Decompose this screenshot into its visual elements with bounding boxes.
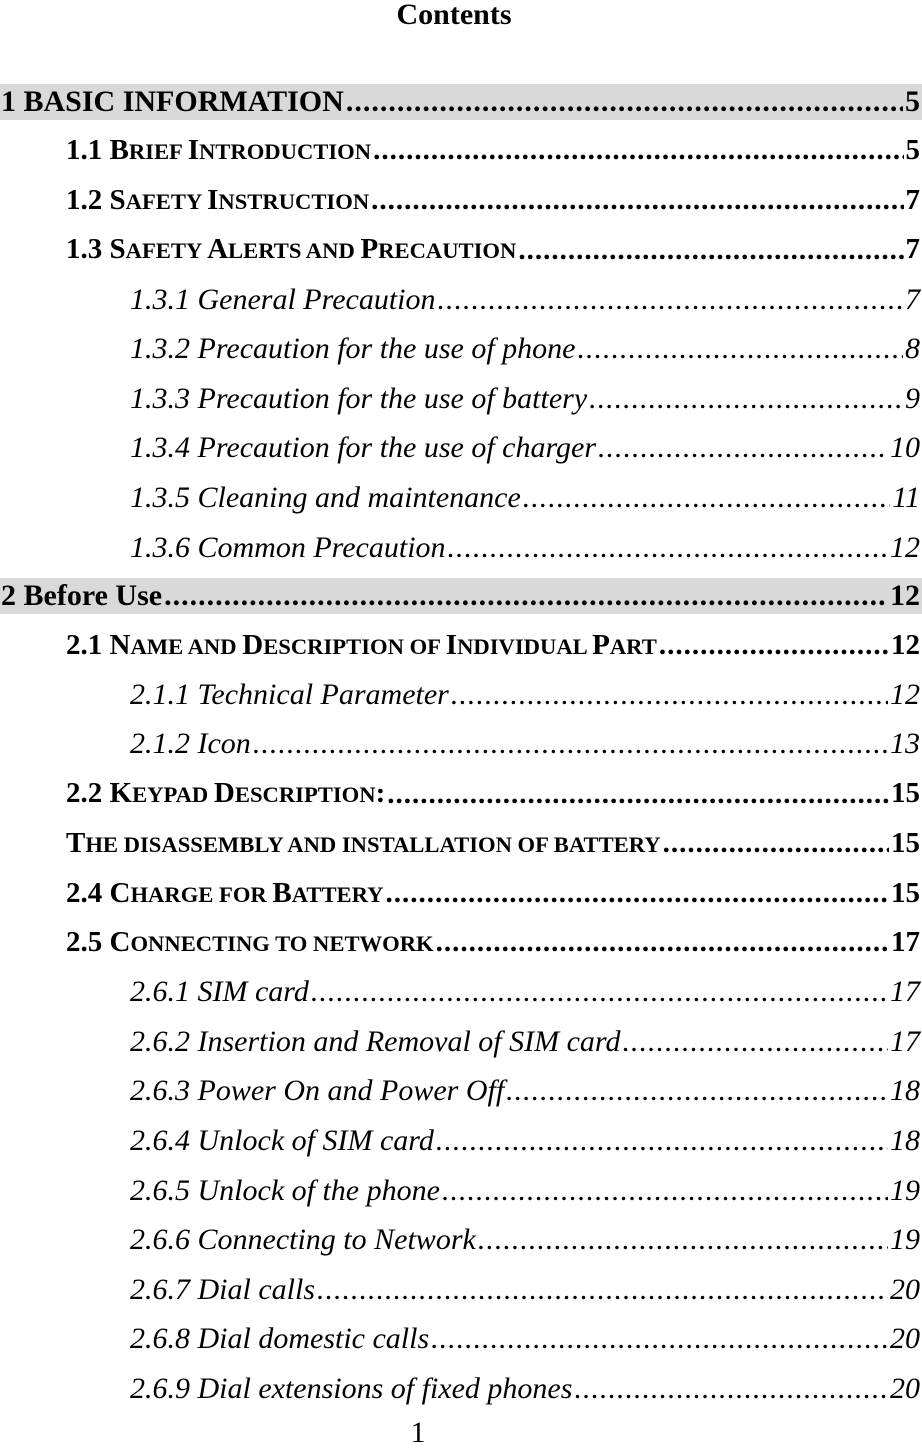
toc-dot-leader <box>346 84 903 120</box>
toc-entry-page-number: 17 <box>891 926 920 959</box>
toc-entry-page-number: 9 <box>905 381 920 415</box>
toc-entry-title-part: I <box>207 183 219 216</box>
toc-entry-title-part: 2.6.1 SIM card <box>130 975 309 1009</box>
toc-dot-leader <box>448 530 888 566</box>
toc-entry-page-number: 17 <box>890 1024 920 1058</box>
toc-entry-title <box>130 332 576 366</box>
toc-entry-title <box>130 1223 476 1257</box>
toc-entry[interactable] <box>0 918 922 968</box>
toc-entry-page-number: 15 <box>891 827 920 860</box>
toc-dot-leader <box>659 628 889 663</box>
toc-entry-title <box>130 382 587 416</box>
toc-entry-title-part: AFETY <box>125 238 208 264</box>
toc-dot-leader <box>574 1371 888 1407</box>
toc-entry-title <box>1 85 344 119</box>
toc-entry-title-part: 2.1.2 Icon <box>130 727 251 761</box>
toc-entry-title <box>66 926 434 959</box>
toc-entry-page-number: 19 <box>890 1173 920 1207</box>
toc-dot-leader <box>518 233 903 268</box>
toc-dot-leader <box>164 578 888 614</box>
toc-entry-title-part: 1.3.6 Common Precaution <box>130 530 446 564</box>
toc-entry[interactable] <box>0 968 922 1018</box>
toc-entry[interactable] <box>0 275 922 325</box>
toc-entry[interactable] <box>0 225 922 275</box>
toc-entry-title-part: HARGE FOR <box>130 881 273 907</box>
toc-entry-page-number: 7 <box>905 282 920 316</box>
toc-entry[interactable] <box>0 523 922 573</box>
toc-entry-page-number: 5 <box>905 134 920 167</box>
toc-entry-page-number: 13 <box>890 727 920 761</box>
toc-dot-leader <box>578 331 904 367</box>
toc-dot-leader <box>317 1272 888 1308</box>
toc-entry-title-part: NTRODUCTION <box>198 139 372 165</box>
toc-entry[interactable] <box>0 126 922 176</box>
toc-entry[interactable] <box>0 868 922 918</box>
toc-entry-title-part: 2.6.5 Unlock of the phone <box>130 1173 440 1207</box>
toc-entry-title-part: I <box>187 134 199 167</box>
toc-entry-title <box>66 184 369 217</box>
toc-entry-title-part: P <box>592 628 610 661</box>
toc-entry-title-part: LERTS AND <box>228 238 361 264</box>
toc-entry-title-part: D <box>242 628 264 661</box>
toc-entry-page-number: 18 <box>890 1124 920 1158</box>
toc-entry-title-part: 2.6.8 Dial domestic calls <box>130 1322 430 1356</box>
toc-entry-title-part: 2.1.1 Technical Parameter <box>130 677 449 711</box>
toc-entry-title-part: 2.6.6 Connecting to Network <box>130 1223 476 1257</box>
toc-entry-title-part: ONNECTING TO NETWORK <box>130 931 434 957</box>
toc-dot-leader <box>373 133 903 168</box>
toc-dot-leader <box>589 381 903 417</box>
toc-entry-page-number: 19 <box>890 1223 920 1257</box>
toc-entry-title <box>130 431 596 465</box>
toc-entry-title-part: ESCRIPTION <box>234 782 376 808</box>
toc-entry-title-part: 2 Before Use <box>1 579 163 613</box>
toc-entry-title-part: 2.6.9 Dial extensions of fixed phones <box>130 1372 573 1406</box>
toc-dot-leader <box>523 480 890 516</box>
toc-entry[interactable] <box>0 324 922 374</box>
toc-entry-title-part: 1.3.1 General Precaution <box>130 282 436 316</box>
toc-entry-page-number: 18 <box>890 1074 920 1108</box>
toc-entry[interactable] <box>0 374 922 424</box>
toc-entry-title <box>130 975 309 1009</box>
toc-entry-page-number: 20 <box>890 1372 920 1406</box>
toc-entry[interactable] <box>0 720 922 770</box>
toc-entry[interactable] <box>0 84 922 120</box>
toc-dot-leader <box>436 925 889 960</box>
toc-entry-title <box>1 579 162 613</box>
toc-entry-page-number: 17 <box>890 975 920 1009</box>
toc-entry-title-part: RECAUTION <box>378 238 517 264</box>
toc-entry[interactable] <box>0 1067 922 1117</box>
toc-entry-title <box>130 283 436 317</box>
toc-entry-title-part: HE DISASSEMBLY AND INSTALLATION OF BATTERY <box>85 832 661 858</box>
toc-entry[interactable] <box>0 1265 922 1315</box>
toc-entry[interactable] <box>0 176 922 226</box>
toc-entry-title <box>130 1372 572 1406</box>
toc-entry[interactable] <box>0 620 922 670</box>
toc-entry[interactable] <box>0 1017 922 1067</box>
toc-entry-page-number: 15 <box>891 777 920 810</box>
toc-entry-title-part: B <box>272 876 292 909</box>
toc-entry-title-part: 1.2 S <box>66 183 126 216</box>
toc-entry-page-number: 12 <box>890 579 920 613</box>
toc-dot-leader <box>438 282 904 318</box>
toc-entry-title-part: I <box>445 628 458 661</box>
page-title: Contents <box>396 0 512 31</box>
toc-entry-page-number: 12 <box>890 530 920 564</box>
toc-entry-title-part: 2.6.2 Insertion and Removal of SIM card <box>130 1024 621 1058</box>
toc-dot-leader <box>598 430 888 466</box>
toc-entry-page-number: 20 <box>890 1322 920 1356</box>
toc-entry-page-number: 7 <box>905 183 920 216</box>
toc-entry[interactable] <box>0 1215 922 1265</box>
toc-entry-page-number: 12 <box>891 628 920 661</box>
toc-entry[interactable] <box>0 578 922 614</box>
toc-entry-title <box>66 877 384 910</box>
toc-entry[interactable] <box>0 473 922 523</box>
toc-entry-title <box>130 481 521 515</box>
toc-entry-page-number: 5 <box>905 85 920 118</box>
toc-entry-title <box>130 531 446 565</box>
toc-entry[interactable] <box>0 1315 922 1365</box>
page-number: 1 <box>410 1416 426 1449</box>
toc-entry[interactable] <box>0 769 922 819</box>
toc-entry-title-part: 2.6.3 Power On and Power Off <box>130 1074 505 1108</box>
toc-entry-title-part: 1.3.2 Precaution for the use of phone <box>130 332 576 366</box>
toc-entry-title-part: AFETY <box>125 188 208 214</box>
toc-entry-title <box>66 233 516 266</box>
toc-entry-title-part: AME AND <box>130 633 243 659</box>
toc-entry-title <box>130 678 449 712</box>
toc-entry-title <box>130 1174 440 1208</box>
toc-entry-title <box>130 1025 620 1059</box>
toc-entry-title <box>66 777 385 810</box>
toc-dot-leader <box>387 777 889 812</box>
toc-entry-title-part: ATTERY <box>291 881 384 907</box>
toc-dot-leader <box>431 1321 888 1357</box>
toc-entry-title <box>66 827 661 860</box>
toc-dot-leader <box>451 677 888 713</box>
toc-dot-leader <box>311 974 888 1010</box>
toc-dot-leader <box>506 1073 888 1109</box>
toc-dot-leader <box>442 1173 888 1209</box>
toc-entry-title-part: NDIVIDUAL <box>457 633 593 659</box>
toc-entry-title-part: P <box>360 233 379 266</box>
toc-entry-title-part: 1.3 S <box>66 233 126 266</box>
toc-entry[interactable] <box>0 1364 922 1414</box>
toc-entry-page-number: 11 <box>892 480 920 514</box>
toc-entry-page-number: 8 <box>905 332 920 366</box>
toc-entry-title <box>66 629 657 662</box>
toc-entry-title-part: T <box>66 827 86 860</box>
toc-dot-leader <box>436 1123 888 1159</box>
toc-entry-title <box>130 1322 429 1356</box>
toc-dot-leader <box>253 726 888 762</box>
toc-entry-page-number: 10 <box>890 431 920 465</box>
toc-dot-leader <box>622 1024 888 1060</box>
toc-entry-page-number: 12 <box>890 677 920 711</box>
toc-entry[interactable] <box>0 670 922 720</box>
toc-entry[interactable] <box>0 424 922 474</box>
toc-entry-title <box>130 1124 434 1158</box>
toc-dot-leader <box>663 826 889 861</box>
toc-entry-page-number: 20 <box>890 1272 920 1306</box>
toc-entry-title-part: 1.1 B <box>66 134 129 167</box>
toc-entry-title <box>130 1273 315 1307</box>
toc-entry-title-part: 2.4 C <box>66 876 131 909</box>
toc-entry-title-part: EYPAD <box>132 782 214 808</box>
toc-dot-leader <box>386 876 889 911</box>
toc-entry-title-part: 2.2 K <box>66 777 133 810</box>
toc-entry-title-part: 1 BASIC INFORMATION <box>1 85 344 118</box>
toc-entry-title <box>130 1074 504 1108</box>
toc-dot-leader <box>478 1222 888 1258</box>
toc-entry-title-part: RIEF <box>128 139 188 165</box>
toc-entry[interactable] <box>0 1116 922 1166</box>
toc-entry[interactable] <box>0 819 922 869</box>
toc-entry-title-part: 1.3.3 Precaution for the use of battery <box>130 381 588 415</box>
toc-entry-title <box>130 727 251 761</box>
toc-dot-leader <box>371 183 903 218</box>
toc-entry-page-number: 15 <box>891 876 920 909</box>
toc-entry-title-part: A <box>207 233 229 266</box>
toc-entry-title <box>66 134 371 167</box>
table-of-contents <box>0 84 922 1414</box>
toc-entry-title-part: 2.1 N <box>66 628 131 661</box>
toc-entry-title-part: NSTRUCTION <box>218 188 370 214</box>
toc-entry-title-part: 2.5 C <box>66 926 131 959</box>
toc-entry-title-part: 2.6.4 Unlock of SIM card <box>130 1124 434 1158</box>
toc-entry-title-part: ESCRIPTION OF <box>263 633 446 659</box>
toc-entry-title-part: 2.6.7 Dial calls <box>130 1272 315 1306</box>
toc-entry[interactable] <box>0 1166 922 1216</box>
toc-entry-title-part: 1.3.5 Cleaning and maintenance <box>130 480 521 514</box>
toc-entry-title-part: D <box>213 777 235 810</box>
toc-entry-title-part: ART <box>609 633 657 659</box>
toc-entry-page-number: 7 <box>905 233 920 266</box>
toc-entry-title-part: : <box>375 777 386 810</box>
toc-entry-title-part: 1.3.4 Precaution for the use of charger <box>130 431 597 465</box>
